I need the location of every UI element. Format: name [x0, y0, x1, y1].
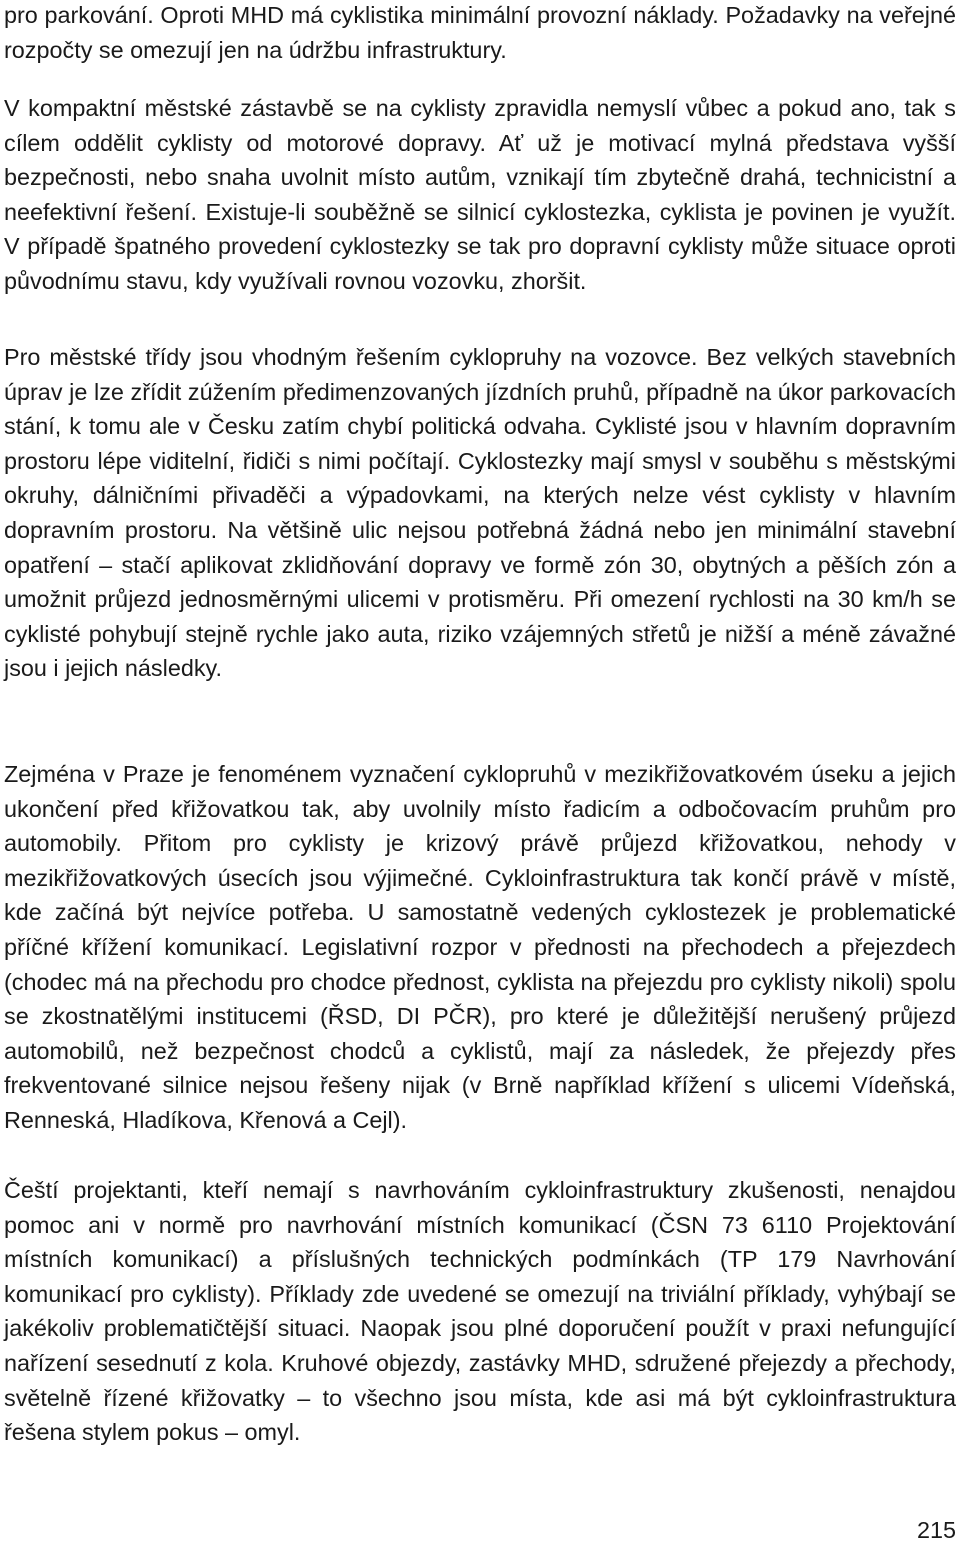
paragraph-3: Pro městské třídy jsou vhodným řešením cyklopruhy na vozovce. Bez velkých stavebních úprav je lze zřídit zúžením předimenzovaných jízdních pruhů, případně na úkor parkovacích stání, k tomu ale v Česku zatím chybí politická odvaha. Cyklisté jsou v hlavním dopravním prostoru lépe viditelní, řidiči s nimi počítají. Cyklostezky mají smysl v souběhu s městskými okruhy, dálničními přivaděči a výpadovkami, na kterých nelze vést cyklisty v hlavním dopravním prostoru. Na většině ulic nejsou potřebná žádná nebo jen minimální stavební opatření – stačí aplikovat zklidňování dopravy ve formě zón 30, obytných a pěších zón a umožnit průjezd jednosměrnými ulicemi v protisměru. Při omezení rychlosti na 30 km/h se cyklisté pohybují stejně rychle jako auta, riziko vzájemných střetů je nižší a méně závažné jsou i jejich následky. [4, 344, 956, 682]
paragraph-4: Zejména v Praze je fenoménem vyznačení cyklopruhů v mezikřižovatkovém úseku a jejich ukončení před křižovatkou tak, aby uvolnily místo řadicím a odbočovacím pruhům pro automobily. Přitom pro cyklisty je krizový právě průjezd křižovatkou, nehody v mezikřižovatkových úsecích jsou výjimečné. Cykloinfrastruktura tak končí právě v místě, kde začíná být nejvíce potřeba. U samostatně vedených cyklostezek je problematické příčné křížení komunikací. Legislativní rozpor v přednosti na přechodech a přejezdech (chodec má na přechodu pro chodce přednost, cyklista na přejezdu pro cyklisty nikoli) spolu se zkostnatělými institucemi (ŘSD, DI PČR), pro které je důležitější nerušený průjezd automobilů, než bezpečnost chodců a cyklistů, mají za následek, že přejezdy přes frekventované silnice nejsou řešeny nijak (v Brně například křížení s ulicemi Vídeňská, Renneská, Hladíkova, Křenová a Cejl). [4, 761, 956, 1133]
paragraph-1: pro parkování. Oproti MHD má cyklistika minimální provozní náklady. Požadavky na veřejné rozpočty se omezují jen na údržbu infrastruktury. [4, 2, 956, 63]
paragraph-5: Čeští projektanti, kteří nemají s navrhováním cykloinfrastruktury zkušenosti, nenajdou pomoc ani v normě pro navrhování místních komunikací (ČSN 73 6110 Projektování místních komunikací) a příslušných technických podmínkách (TP 179 Navrhování komunikací pro cyklisty). Příklady zde uvedené se omezují na triviální příklady, vyhýbají se jakékoliv problematičtější situaci. Naopak jsou plné doporučení použít v praxi nefungující nařízení sesednutí z kola. Kruhové objezdy, zastávky MHD, sdružené přejezdy a přechody, světelně řízené křižovatky – to všechno jsou místa, kde asi má být cykloinfrastruktura řešena stylem pokus – omyl. [4, 1177, 956, 1446]
paragraph-2: V kompaktní městské zástavbě se na cyklisty zpravidla nemyslí vůbec a pokud ano, tak s cílem oddělit cyklisty od motorové dopravy. Ať už je motivací mylná představa vyšší bezpečnosti, nebo snaha uvolnit místo autům, vznikají tím zbytečně drahá, technicistní a neefektivní řešení. Existuje-li souběžně se silnicí cyklostezka, cyklista je povinen je využít. V případě špatného provedení cyklostezky se tak pro dopravní cyklisty může situace oproti původnímu stavu, kdy využívali rovnou vozovku, zhoršit. [4, 95, 956, 294]
page-number: 215 [916, 1517, 956, 1543]
document-page [4, 0, 956, 1546]
